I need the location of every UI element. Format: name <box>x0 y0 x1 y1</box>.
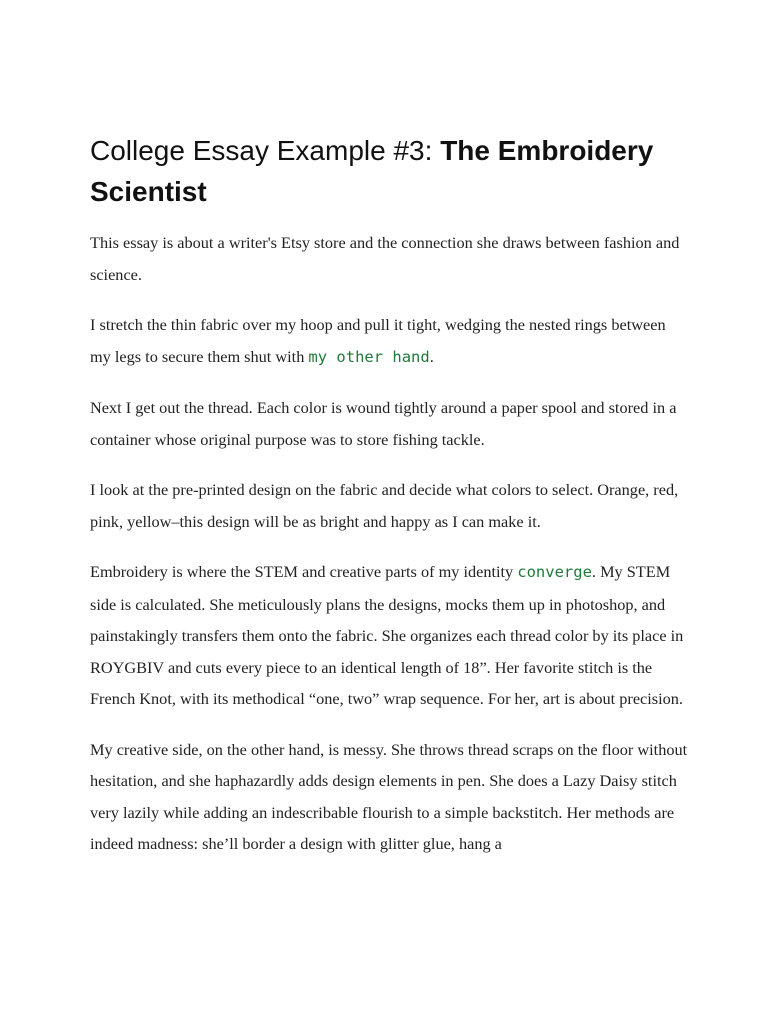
paragraph-thread: Next I get out the thread. Each color is wound tightly around a paper spool and stored in a container whose original purpose was to store fishing tackle. <box>90 398 677 449</box>
paragraph-creative: My creative side, on the other hand, is messy. She throws thread scraps on the floor without hesitation, and she haphazardly adds design elements in pen. She does a Lazy Daisy stitch very lazily while adding an indescribable flourish to a simple backstitch. Her methods are indeed madness: she’ll border a design with glitter glue, hang a <box>90 739 688 853</box>
page-title <box>90 130 690 212</box>
inline-code-my-other-hand: my other hand <box>308 347 430 366</box>
paragraph-hoop <box>90 309 690 373</box>
paragraph-hoop-text: I stretch the thin fabric over my hoop and pull it tight, wedging the nested rings between my legs to secure them shut with <box>90 315 666 366</box>
paragraph-hoop-end: . <box>429 346 434 366</box>
paragraph-intro: This essay is about a writer's Etsy store and the connection she draws between fashion and science. <box>90 233 680 284</box>
document-page <box>90 130 690 879</box>
paragraph-colors: I look at the pre-printed design on the fabric and decide what colors to select. Orange, red, pink, yellow–this design will be as bright and happy as I can make it. <box>90 480 679 531</box>
paragraph-stem-text: Embroidery is where the STEM and creative parts of my identity <box>90 562 518 581</box>
paragraph-stem <box>90 556 690 715</box>
title-bold: The Embroidery Scientist <box>90 135 654 207</box>
title-prefix: College Essay Example #3: <box>90 135 441 166</box>
inline-code-converge: converge <box>517 563 592 581</box>
paragraph-stem-rest: . My STEM side is calculated. She meticulously plans the designs, mocks them up in photoshop, and painstakingly transfers them onto the fabric. She organizes each thread color by its place in ROYGBIV and cuts every piece to an identical length of 18”. Her favorite stitch is the French Knot, with its methodical “one, two” wrap sequence. For her, art is about precision. <box>90 562 684 708</box>
